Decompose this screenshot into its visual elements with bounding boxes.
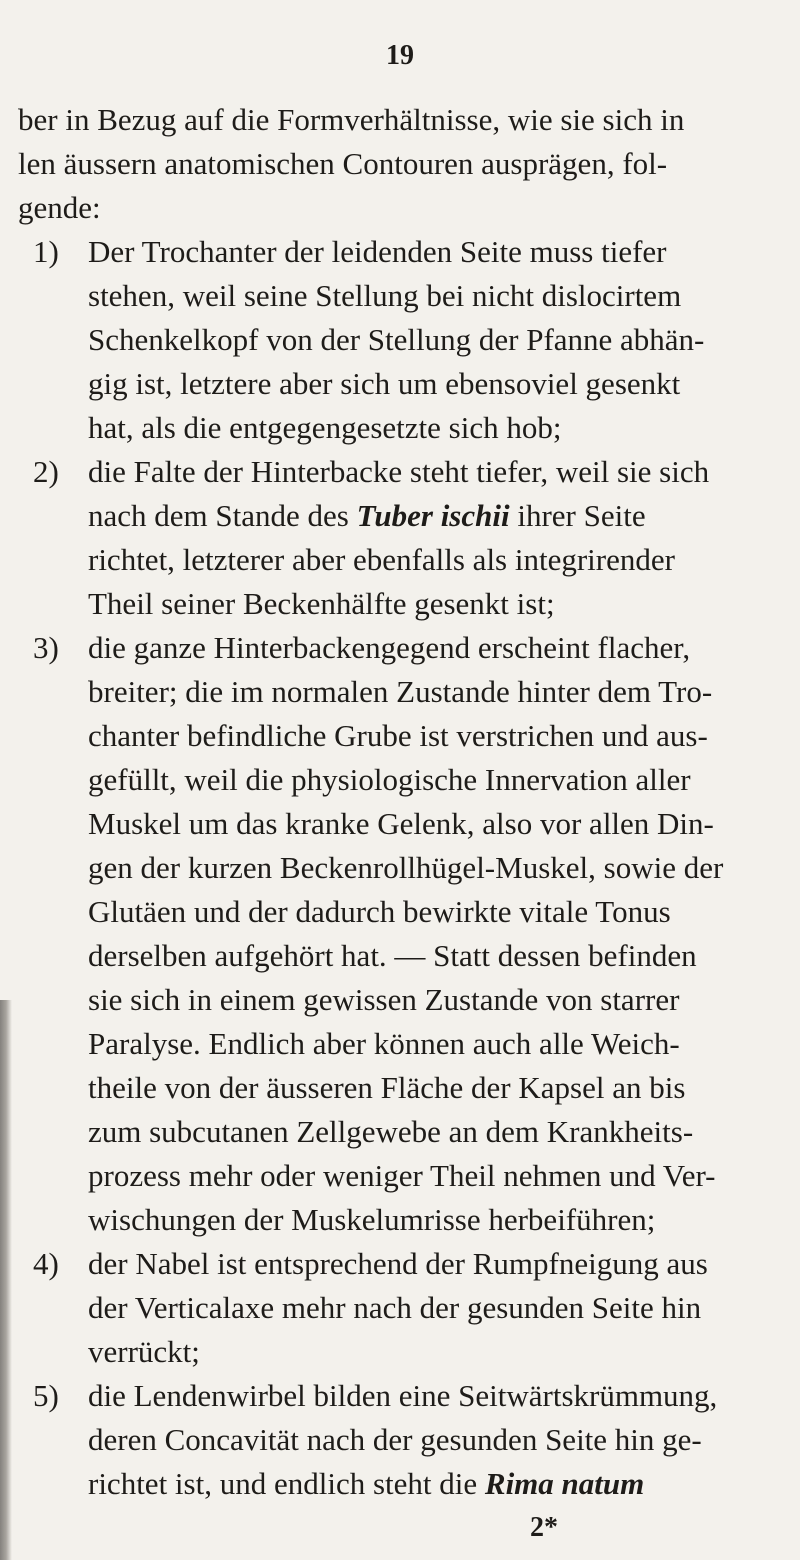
list-item-5-text: richtet ist, und endlich steht die (88, 1466, 478, 1501)
intro-line-1: ber in Bezug auf die Formverhältnisse, wie sie sich in (18, 102, 685, 137)
list-number-2: 2) (33, 454, 59, 489)
list-item-3-line: prozess mehr oder weniger Theil nehmen und Ver- (88, 1158, 716, 1193)
list-item-3-line: theile von der äusseren Fläche der Kapsel an bis (88, 1070, 686, 1105)
list-item-3-line: Glutäen und der dadurch bewirkte vitale Tonus (88, 894, 671, 929)
list-item-5-line: deren Concavität nach der gesunden Seite hin ge- (88, 1422, 702, 1457)
intro-line-3: gende: (18, 190, 101, 225)
list-item-3-line: gefüllt, weil die physiologische Innervation aller (88, 762, 691, 797)
signature-mark: 2* (530, 1512, 558, 1543)
italic-term-rima-natum: Rima natum (484, 1466, 645, 1501)
list-item-3-line: die ganze Hinterbackengegend erscheint flacher, (88, 630, 691, 665)
list-number-4: 4) (33, 1246, 59, 1281)
list-item-3-line: derselben aufgehört hat. — Statt dessen befinden (88, 938, 697, 973)
list-item-3-line: gen der kurzen Beckenrollhügel-Muskel, sowie der (88, 850, 724, 885)
list-item-5-line (88, 1464, 644, 1504)
list-item-4-line: verrückt; (88, 1334, 200, 1369)
list-item-3-line: chanter befindliche Grube ist verstrichen und aus- (88, 718, 708, 753)
list-item-2-text: nach dem Stande des (88, 498, 349, 533)
list-item-4-line: der Verticalaxe mehr nach der gesunden Seite hin (88, 1290, 702, 1325)
list-item-2-text: ihrer Seite (517, 498, 646, 533)
list-number-1: 1) (33, 234, 59, 269)
list-item-2-line: Theil seiner Beckenhälfte gesenkt ist; (88, 586, 555, 621)
list-item-3-line: sie sich in einem gewissen Zustande von starrer (88, 982, 680, 1017)
list-item-4-line: der Nabel ist entsprechend der Rumpfneigung aus (88, 1246, 708, 1281)
list-item-5-line: die Lendenwirbel bilden eine Seitwärtskrümmung, (88, 1378, 718, 1413)
list-item-1-line: stehen, weil seine Stellung bei nicht dislocirtem (88, 278, 682, 313)
list-item-1-line: hat, als die entgegengesetzte sich hob; (88, 410, 562, 445)
list-item-2-line: richtet, letzterer aber ebenfalls als integrirender (88, 542, 675, 577)
intro-line-2: len äussern anatomischen Contouren ausprägen, fol- (18, 146, 668, 181)
list-item-3-line: Paralyse. Endlich aber können auch alle Weich- (88, 1026, 680, 1061)
list-item-3-line: wischungen der Muskelumrisse herbeiführen; (88, 1202, 656, 1237)
italic-term-tuber-ischii: Tuber ischii (356, 498, 510, 533)
list-item-3-line: breiter; die im normalen Zustande hinter dem Tro- (88, 674, 713, 709)
binding-shadow (0, 1000, 12, 1560)
page-number: 19 (386, 40, 414, 71)
list-item-2-line (88, 496, 646, 536)
list-item-1-line: gig ist, letztere aber sich um ebensoviel gesenkt (88, 366, 681, 401)
list-number-3: 3) (33, 630, 59, 665)
list-item-3-line: Muskel um das kranke Gelenk, also vor allen Din- (88, 806, 714, 841)
list-item-3-line: zum subcutanen Zellgewebe an dem Krankheits- (88, 1114, 694, 1149)
list-item-2-line: die Falte der Hinterbacke steht tiefer, weil sie sich (88, 454, 710, 489)
list-item-1-line: Der Trochanter der leidenden Seite muss tiefer (88, 234, 667, 269)
list-item-1-line: Schenkelkopf von der Stellung der Pfanne abhän- (88, 322, 705, 357)
list-number-5: 5) (33, 1378, 59, 1413)
